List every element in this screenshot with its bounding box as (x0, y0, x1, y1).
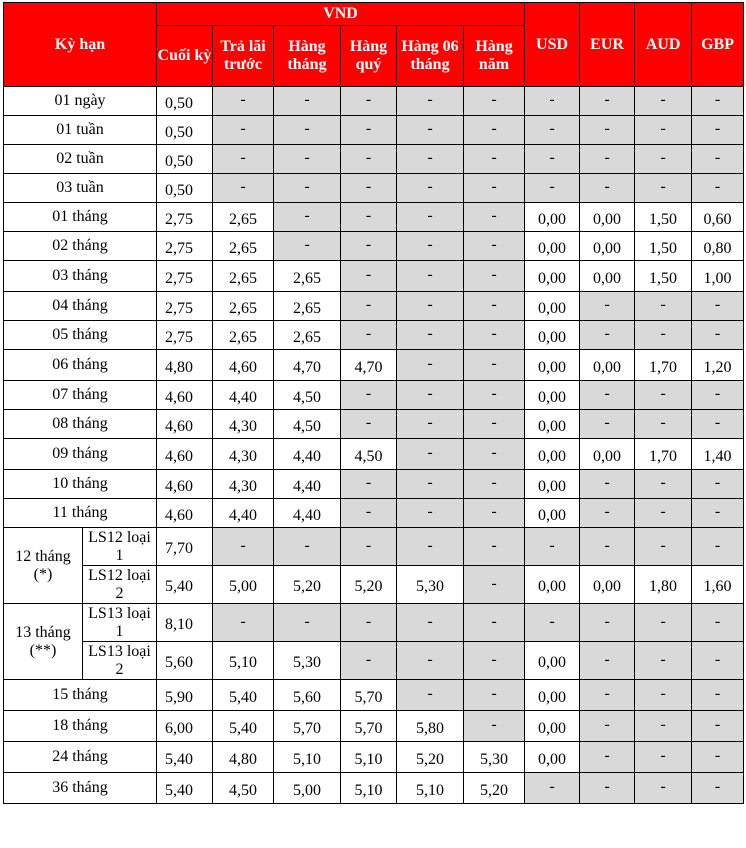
rate-cell: 7,70 (157, 528, 213, 566)
table-row (4, 439, 744, 470)
table-row (4, 410, 744, 439)
rate-cell: - (635, 87, 692, 116)
rate-cell: - (525, 145, 580, 174)
rate-cell: 2,75 (157, 321, 213, 350)
rate-cell: 0,50 (157, 174, 213, 203)
rate-cell: 4,60 (157, 410, 213, 439)
rate-cell: - (580, 470, 635, 499)
rate-cell: 4,40 (274, 499, 341, 528)
rate-cell: - (274, 116, 341, 145)
rate-cell: 0,00 (525, 680, 580, 711)
rate-cell: 4,80 (213, 742, 274, 773)
rate-cell: 0,00 (525, 350, 580, 381)
rate-cell: 4,60 (157, 499, 213, 528)
rate-cell: - (525, 116, 580, 145)
rate-cell: - (635, 381, 692, 410)
rate-cell: 0,00 (580, 439, 635, 470)
rate-cell: 4,40 (274, 470, 341, 499)
rate-cell: - (397, 604, 464, 642)
rate-cell: 5,70 (341, 711, 397, 742)
rate-cell: - (692, 642, 744, 680)
rate-cell: - (692, 742, 744, 773)
rate-cell: - (464, 439, 525, 470)
rate-cell: 2,65 (274, 292, 341, 321)
header-hang-quy: Hàng quý (341, 26, 397, 87)
rate-cell: 1,70 (635, 350, 692, 381)
rate-cell: - (341, 604, 397, 642)
header-vnd: VND (157, 3, 525, 26)
sub-period-label: LS13 loại 2 (83, 642, 157, 680)
rate-cell: - (635, 711, 692, 742)
rate-cell: 5,40 (157, 566, 213, 604)
period-label: 18 tháng (4, 711, 157, 742)
rate-cell: - (274, 174, 341, 203)
rate-cell: 5,30 (397, 566, 464, 604)
rate-cell: 5,10 (274, 742, 341, 773)
table-row (4, 203, 744, 232)
rate-cell: - (580, 742, 635, 773)
rate-cell: - (692, 499, 744, 528)
table-row (4, 470, 744, 499)
rate-cell: - (464, 528, 525, 566)
rate-cell: 8,10 (157, 604, 213, 642)
rate-cell: 5,20 (341, 566, 397, 604)
table-row (4, 350, 744, 381)
rate-cell: 0,60 (692, 203, 744, 232)
table-row (4, 116, 744, 145)
rate-cell: - (274, 203, 341, 232)
period-label: 05 tháng (4, 321, 157, 350)
period-label: 04 tháng (4, 292, 157, 321)
rate-cell: - (341, 203, 397, 232)
period-label: 08 tháng (4, 410, 157, 439)
rate-cell: - (635, 642, 692, 680)
rate-cell: - (692, 381, 744, 410)
rate-cell: - (635, 321, 692, 350)
rate-cell: - (635, 680, 692, 711)
rate-cell: 0,50 (157, 145, 213, 174)
rate-cell: - (341, 145, 397, 174)
header-gbp: GBP (692, 3, 744, 87)
rate-cell: 4,40 (274, 439, 341, 470)
rate-cell: - (464, 410, 525, 439)
rate-cell: 2,65 (274, 261, 341, 292)
table-row (4, 642, 744, 680)
header-aud: AUD (635, 3, 692, 87)
rate-cell: 5,40 (157, 773, 213, 804)
rate-cell: - (635, 604, 692, 642)
rate-cell: - (274, 87, 341, 116)
rate-cell: - (464, 261, 525, 292)
rate-cell: - (397, 439, 464, 470)
rate-cell: - (692, 116, 744, 145)
rate-cell: - (525, 604, 580, 642)
rate-cell: - (464, 145, 525, 174)
rate-cell: - (464, 292, 525, 321)
table-row (4, 680, 744, 711)
rate-cell: 5,30 (464, 742, 525, 773)
rate-cell: 0,00 (580, 203, 635, 232)
header-hang-nam: Hàng năm (464, 26, 525, 87)
rate-cell: - (341, 232, 397, 261)
rate-cell: - (464, 116, 525, 145)
rate-cell: - (397, 470, 464, 499)
rate-cell: - (580, 773, 635, 804)
rate-cell: - (341, 174, 397, 203)
rate-cell: 5,10 (341, 742, 397, 773)
rate-cell: 2,65 (213, 261, 274, 292)
rate-cell: - (580, 642, 635, 680)
period-label: 01 ngày (4, 87, 157, 116)
rate-cell: - (580, 116, 635, 145)
rate-cell: - (464, 566, 525, 604)
rate-cell: - (464, 642, 525, 680)
rate-cell: - (635, 116, 692, 145)
rate-cell: - (397, 261, 464, 292)
rate-cell: 0,00 (525, 232, 580, 261)
rate-cell: - (580, 321, 635, 350)
rate-cell: - (397, 410, 464, 439)
rate-cell: - (635, 528, 692, 566)
rate-cell: - (341, 116, 397, 145)
rate-cell: 4,60 (157, 439, 213, 470)
rate-cell: 4,60 (157, 470, 213, 499)
sub-period-label: LS12 loại 2 (83, 566, 157, 604)
rate-cell: 0,00 (525, 439, 580, 470)
rate-cell: - (397, 381, 464, 410)
rate-cell: 0,00 (525, 742, 580, 773)
table-row (4, 232, 744, 261)
rate-cell: 1,20 (692, 350, 744, 381)
rate-cell: - (635, 499, 692, 528)
rate-cell: - (397, 321, 464, 350)
rate-cell: 4,30 (213, 439, 274, 470)
period-label: 01 tuần (4, 116, 157, 145)
rate-cell: - (213, 145, 274, 174)
rate-cell: - (692, 145, 744, 174)
table-row (4, 87, 744, 116)
rate-cell: 4,70 (274, 350, 341, 381)
rate-cell: - (213, 604, 274, 642)
rate-cell: 1,50 (635, 232, 692, 261)
sub-period-label: LS12 loại 1 (83, 528, 157, 566)
rate-cell: 5,20 (464, 773, 525, 804)
rate-cell: - (692, 528, 744, 566)
rate-cell: 5,60 (274, 680, 341, 711)
rate-cell: - (397, 145, 464, 174)
rate-cell: 4,30 (213, 470, 274, 499)
rate-cell: - (274, 232, 341, 261)
rate-cell: 5,30 (274, 642, 341, 680)
header-cuoi-ky: Cuối kỳ (157, 26, 213, 87)
rate-cell: 4,40 (213, 499, 274, 528)
rate-cell: 4,50 (341, 439, 397, 470)
rate-cell: 5,40 (213, 711, 274, 742)
table-row (4, 604, 744, 642)
table-body (4, 87, 744, 804)
table-row (4, 742, 744, 773)
rate-cell: - (341, 381, 397, 410)
table-row (4, 499, 744, 528)
rate-cell: - (397, 87, 464, 116)
table-row (4, 711, 744, 742)
rate-cell: - (464, 381, 525, 410)
rate-cell: 5,90 (157, 680, 213, 711)
rate-cell: - (341, 499, 397, 528)
rate-cell: - (397, 174, 464, 203)
rate-cell: - (397, 499, 464, 528)
rate-cell: - (525, 528, 580, 566)
header-eur: EUR (580, 3, 635, 87)
period-label: 02 tháng (4, 232, 157, 261)
table-header (4, 3, 744, 87)
rate-cell: 4,70 (341, 350, 397, 381)
period-label: 24 tháng (4, 742, 157, 773)
rate-cell: 1,00 (692, 261, 744, 292)
table-row (4, 145, 744, 174)
rate-cell: - (580, 528, 635, 566)
rate-cell: 0,00 (525, 410, 580, 439)
rate-cell: 5,40 (213, 680, 274, 711)
period-label: 13 tháng (**) (4, 604, 83, 680)
rate-cell: - (692, 174, 744, 203)
rate-cell: - (692, 604, 744, 642)
rate-cell: 0,00 (580, 261, 635, 292)
table-row (4, 321, 744, 350)
rate-cell: - (464, 604, 525, 642)
period-label: 02 tuần (4, 145, 157, 174)
rate-cell: 0,00 (525, 642, 580, 680)
rate-cell: 0,00 (580, 232, 635, 261)
rate-cell: - (692, 470, 744, 499)
rate-cell: - (397, 292, 464, 321)
rate-cell: - (580, 87, 635, 116)
rate-cell: - (635, 292, 692, 321)
rate-cell: - (341, 410, 397, 439)
rate-cell: - (397, 232, 464, 261)
period-label: 11 tháng (4, 499, 157, 528)
period-label: 10 tháng (4, 470, 157, 499)
rate-cell: - (464, 499, 525, 528)
rate-cell: - (464, 350, 525, 381)
rate-cell: - (464, 711, 525, 742)
rate-cell: - (635, 773, 692, 804)
rate-cell: - (635, 145, 692, 174)
rate-cell: - (464, 174, 525, 203)
rate-cell: 0,50 (157, 116, 213, 145)
table-row (4, 773, 744, 804)
rate-cell: - (580, 680, 635, 711)
rate-cell: - (692, 711, 744, 742)
rate-cell: - (397, 642, 464, 680)
rate-cell: 0,50 (157, 87, 213, 116)
rate-cell: - (341, 87, 397, 116)
header-usd: USD (525, 3, 580, 87)
rate-cell: 2,75 (157, 261, 213, 292)
period-label: 03 tháng (4, 261, 157, 292)
rate-cell: - (635, 410, 692, 439)
rate-cell: - (274, 528, 341, 566)
period-label: 09 tháng (4, 439, 157, 470)
rate-cell: 5,10 (397, 773, 464, 804)
rate-cell: - (692, 87, 744, 116)
rate-cell: 2,65 (213, 232, 274, 261)
rate-cell: 5,80 (397, 711, 464, 742)
rate-cell: - (635, 742, 692, 773)
rate-cell: 2,65 (274, 321, 341, 350)
rate-cell: 5,60 (157, 642, 213, 680)
table-row (4, 174, 744, 203)
rate-cell: 1,40 (692, 439, 744, 470)
rate-cell: - (274, 604, 341, 642)
rate-cell: 2,75 (157, 203, 213, 232)
rate-cell: 4,40 (213, 381, 274, 410)
rate-cell: 2,65 (213, 292, 274, 321)
rate-cell: - (525, 87, 580, 116)
rate-cell: - (341, 470, 397, 499)
rate-cell: 0,00 (525, 321, 580, 350)
header-hang-06-thang: Hàng 06 tháng (397, 26, 464, 87)
rate-cell: - (274, 145, 341, 174)
rate-cell: - (635, 470, 692, 499)
rate-cell: 0,00 (525, 499, 580, 528)
rate-cell: 5,40 (157, 742, 213, 773)
rate-cell: - (580, 292, 635, 321)
rate-cell: 4,30 (213, 410, 274, 439)
rate-cell: - (464, 321, 525, 350)
table-row (4, 528, 744, 566)
rate-cell: - (341, 321, 397, 350)
rate-cell: 0,00 (525, 711, 580, 742)
period-label: 07 tháng (4, 381, 157, 410)
rate-cell: - (341, 642, 397, 680)
rate-cell: - (692, 773, 744, 804)
rate-cell: 5,00 (274, 773, 341, 804)
rate-cell: 0,00 (525, 566, 580, 604)
rate-cell: 0,80 (692, 232, 744, 261)
rate-cell: 0,00 (525, 292, 580, 321)
rate-cell: 5,20 (397, 742, 464, 773)
period-label: 03 tuần (4, 174, 157, 203)
header-tra-lai-truoc: Trả lãi trước (213, 26, 274, 87)
rate-cell: 1,50 (635, 203, 692, 232)
rate-cell: - (692, 410, 744, 439)
rate-cell: 2,75 (157, 232, 213, 261)
rate-cell: - (580, 145, 635, 174)
rate-cell: 5,00 (213, 566, 274, 604)
rate-cell: - (397, 350, 464, 381)
rate-cell: 0,00 (525, 203, 580, 232)
rate-cell: 4,50 (213, 773, 274, 804)
period-label: 06 tháng (4, 350, 157, 381)
rate-cell: 1,50 (635, 261, 692, 292)
rate-cell: 4,80 (157, 350, 213, 381)
rate-cell: 0,00 (525, 470, 580, 499)
rate-cell: - (341, 261, 397, 292)
rate-cell: 0,00 (525, 381, 580, 410)
rate-cell: 2,65 (213, 321, 274, 350)
rate-cell: - (213, 174, 274, 203)
rate-cell: 4,60 (213, 350, 274, 381)
rate-cell: - (692, 321, 744, 350)
rate-cell: - (580, 711, 635, 742)
rate-cell: - (397, 528, 464, 566)
rate-cell: 1,60 (692, 566, 744, 604)
header-hang-thang: Hàng tháng (274, 26, 341, 87)
rate-cell: 4,50 (274, 410, 341, 439)
interest-rate-table (3, 2, 744, 804)
rate-cell: - (525, 773, 580, 804)
rate-cell: 5,20 (274, 566, 341, 604)
rate-cell: - (213, 528, 274, 566)
rate-cell: - (692, 292, 744, 321)
rate-cell: - (464, 470, 525, 499)
rate-cell: - (692, 680, 744, 711)
rate-cell: 1,80 (635, 566, 692, 604)
sub-period-label: LS13 loại 1 (83, 604, 157, 642)
table-row (4, 292, 744, 321)
rate-cell: 6,00 (157, 711, 213, 742)
period-label: 15 tháng (4, 680, 157, 711)
rate-cell: 1,70 (635, 439, 692, 470)
rate-cell: 2,75 (157, 292, 213, 321)
rate-cell: 0,00 (580, 566, 635, 604)
period-label: 36 tháng (4, 773, 157, 804)
rate-cell: 4,60 (157, 381, 213, 410)
rate-cell: - (341, 292, 397, 321)
rate-cell: 5,10 (341, 773, 397, 804)
rate-cell: - (464, 680, 525, 711)
rate-cell: - (580, 604, 635, 642)
rate-cell: - (580, 499, 635, 528)
rate-cell: 2,65 (213, 203, 274, 232)
table-row (4, 566, 744, 604)
rate-cell: 5,10 (213, 642, 274, 680)
rate-cell: - (464, 232, 525, 261)
rate-cell: - (464, 87, 525, 116)
rate-cell: - (464, 203, 525, 232)
period-label: 01 tháng (4, 203, 157, 232)
rate-cell: 5,70 (341, 680, 397, 711)
rate-cell: - (525, 174, 580, 203)
rate-cell: - (580, 410, 635, 439)
rate-cell: - (635, 174, 692, 203)
rate-cell: 5,70 (274, 711, 341, 742)
header-ky-han: Kỳ hạn (4, 3, 157, 87)
rate-cell: 0,00 (580, 350, 635, 381)
rate-cell: - (580, 381, 635, 410)
table-row (4, 381, 744, 410)
rate-cell: - (397, 203, 464, 232)
rate-cell: 4,50 (274, 381, 341, 410)
rate-cell: - (213, 116, 274, 145)
rate-cell: - (341, 528, 397, 566)
period-label: 12 tháng (*) (4, 528, 83, 604)
rate-cell: - (397, 116, 464, 145)
rate-cell: - (580, 174, 635, 203)
rate-cell: - (213, 87, 274, 116)
rate-cell: - (397, 680, 464, 711)
table-row (4, 261, 744, 292)
rate-cell: 0,00 (525, 261, 580, 292)
